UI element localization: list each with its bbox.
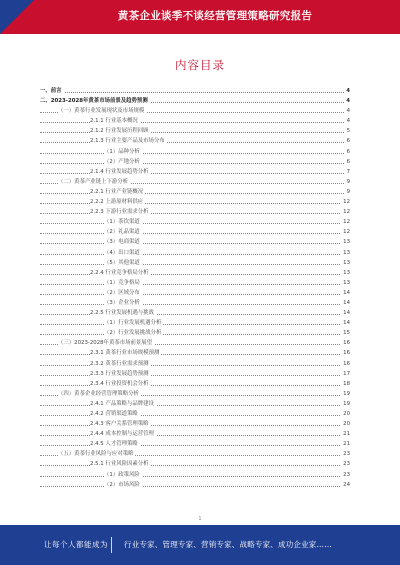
toc-title: 内容目录 <box>175 58 225 72</box>
toc-entry[interactable] <box>40 308 350 318</box>
toc-entry[interactable] <box>40 338 350 348</box>
toc-entry[interactable] <box>40 379 350 389</box>
toc-entry-page: 6 <box>346 138 350 145</box>
toc-entry-page: 17 <box>343 370 350 377</box>
toc-entry[interactable] <box>40 318 350 328</box>
table-of-contents <box>40 86 350 490</box>
toc-entry-label: （1）行业发展机遇分析 <box>104 320 162 327</box>
toc-leader-dots <box>40 284 346 285</box>
toc-entry-label: （一）黄茶行业发展现状及市场规模 <box>58 108 145 115</box>
toc-entry-label: 2.2.4 行业竞争格局分析 <box>90 269 149 276</box>
toc-entry-label: （2）产地分析 <box>104 158 140 165</box>
toc-entry-label: 2.1.4 行业发展趋势分析 <box>90 168 149 175</box>
footer-bar <box>0 525 400 565</box>
toc-entry-page: 13 <box>343 249 350 256</box>
toc-leader-dots <box>40 415 346 416</box>
toc-entry[interactable] <box>40 419 350 429</box>
toc-entry[interactable] <box>40 459 350 469</box>
toc-entry[interactable] <box>40 86 350 96</box>
page-number: 1 <box>198 516 202 522</box>
toc-entry-page: 16 <box>343 340 350 347</box>
toc-entry-label: 2.1.3 行业主要产品及市场分布 <box>90 138 165 145</box>
toc-entry-label: （1）茶饮渠道 <box>104 219 140 226</box>
footer-tagline: 行业专家、管理专家、营销专家、战略专家、成功企业家…… <box>124 540 332 549</box>
toc-entry[interactable] <box>40 227 350 237</box>
toc-leader-dots <box>40 243 346 244</box>
toc-entry-page: 13 <box>343 279 350 286</box>
toc-entry-page: 12 <box>343 209 350 216</box>
toc-entry-label: （3）企业分析 <box>104 299 140 306</box>
toc-entry-page: 4 <box>346 108 350 115</box>
toc-entry-label: （3）电商渠道 <box>104 239 140 246</box>
toc-entry-page: 23 <box>343 471 350 478</box>
toc-entry-page: 23 <box>343 461 350 468</box>
toc-entry-page: 14 <box>343 299 350 306</box>
toc-leader-dots <box>40 233 346 234</box>
toc-entry-page: 12 <box>343 219 350 226</box>
toc-entry-page: 19 <box>343 400 350 407</box>
toc-entry-label: （1）竞争格局 <box>104 279 140 286</box>
toc-entry-label: （1）政策风险 <box>104 471 140 478</box>
header-corner-decoration <box>0 0 34 34</box>
toc-leader-dots <box>40 435 346 436</box>
toc-entry[interactable] <box>40 409 350 419</box>
toc-leader-dots <box>40 274 346 275</box>
toc-leader-dots <box>40 304 346 305</box>
toc-leader-dots <box>40 294 346 295</box>
toc-entry-label: 2.2.5 行业发展机遇与挑战 <box>90 310 154 317</box>
toc-leader-dots <box>40 163 346 164</box>
toc-entry[interactable] <box>40 116 350 126</box>
toc-entry-label: （2）市场风险 <box>104 481 140 488</box>
footer-divider <box>111 537 112 553</box>
toc-entry-page: 21 <box>343 441 350 448</box>
toc-entry-page: 23 <box>343 451 350 458</box>
toc-leader-dots <box>40 334 346 335</box>
toc-leader-dots <box>40 142 346 143</box>
toc-entry[interactable] <box>40 449 350 459</box>
toc-entry-label: 2.3.1 黄茶行业市场规模预测 <box>90 350 160 357</box>
toc-entry-page: 4 <box>346 118 350 125</box>
toc-entry-label: 2.1.2 行业发展历程回顾 <box>90 128 149 135</box>
toc-leader-dots <box>40 264 346 265</box>
toc-entry[interactable] <box>40 147 350 157</box>
toc-entry[interactable] <box>40 207 350 217</box>
toc-entry[interactable] <box>40 237 350 247</box>
toc-entry-label: 2.3.2 黄茶行业需求预测 <box>90 360 149 367</box>
toc-entry-page: 6 <box>346 148 350 155</box>
toc-leader-dots <box>40 486 346 487</box>
toc-entry-page: 9 <box>346 178 350 185</box>
toc-entry-label: 2.2.2 上游原材料供应 <box>90 199 144 206</box>
toc-leader-dots <box>40 193 346 194</box>
toc-entry-page: 16 <box>343 350 350 357</box>
toc-entry-label: 2.2.3 下游行业需求分析 <box>90 209 149 216</box>
toc-entry-page: 15 <box>343 330 350 337</box>
toc-leader-dots <box>40 354 346 355</box>
toc-leader-dots <box>40 385 346 386</box>
toc-leader-dots <box>40 132 346 133</box>
toc-entry[interactable] <box>40 439 350 449</box>
toc-entry-label: （2）礼品渠道 <box>104 229 140 236</box>
toc-entry-page: 4 <box>346 98 350 105</box>
toc-leader-dots <box>40 203 346 204</box>
toc-entry[interactable] <box>40 217 350 227</box>
toc-entry-page: 24 <box>343 481 350 488</box>
toc-entry[interactable] <box>40 106 350 116</box>
toc-entry-label: （2）区域分布 <box>104 289 140 296</box>
toc-entry-page: 6 <box>346 158 350 165</box>
toc-leader-dots <box>40 375 346 376</box>
toc-entry-label: 2.4.5 人才管理策略 <box>90 441 138 448</box>
toc-entry-label: 2.3.4 行业投资机会分析 <box>90 380 149 387</box>
toc-leader-dots <box>40 314 346 315</box>
toc-entry-label: （1）品种分析 <box>104 148 140 155</box>
toc-entry-page: 20 <box>343 421 350 428</box>
toc-entry[interactable] <box>40 96 350 106</box>
report-title: 黄茶企业谈季不谈经营管理策略研究报告 <box>117 10 313 22</box>
toc-entry[interactable] <box>40 470 350 480</box>
toc-entry-label: 2.4.1 产品策略与品牌建设 <box>90 400 154 407</box>
toc-leader-dots <box>40 445 346 446</box>
toc-entry-page: 14 <box>343 310 350 317</box>
toc-entry[interactable] <box>40 136 350 146</box>
toc-entry-page: 13 <box>343 239 350 246</box>
toc-entry[interactable] <box>40 399 350 409</box>
toc-leader-dots <box>40 153 346 154</box>
toc-leader-dots <box>40 365 346 366</box>
toc-entry-page: 14 <box>343 320 350 327</box>
toc-entry-page: 9 <box>346 188 350 195</box>
footer-slogan: 让每个人都能成为 <box>44 540 108 549</box>
toc-entry-page: 19 <box>343 390 350 397</box>
report-header-bar <box>0 0 400 34</box>
toc-leader-dots <box>40 476 346 477</box>
toc-entry[interactable] <box>40 348 350 358</box>
toc-leader-dots <box>40 405 346 406</box>
toc-leader-dots <box>40 223 346 224</box>
toc-entry[interactable] <box>40 157 350 167</box>
toc-entry[interactable] <box>40 298 350 308</box>
toc-leader-dots <box>40 122 346 123</box>
toc-entry-label: 2.5.1 行业风险因素分析 <box>90 461 149 468</box>
toc-entry-page: 16 <box>343 360 350 367</box>
toc-leader-dots <box>40 173 346 174</box>
toc-entry-label: 二、2023-2028年黄茶市场前景及趋势预测 <box>40 98 148 105</box>
toc-entry-label: 一、前言 <box>40 88 62 94</box>
toc-entry[interactable] <box>40 177 350 187</box>
toc-entry-label: 2.3.3 行业发展趋势预测 <box>90 370 149 377</box>
toc-entry-page: 20 <box>343 411 350 417</box>
toc-leader-dots <box>40 324 346 325</box>
toc-entry[interactable] <box>40 258 350 268</box>
toc-entry-page: 21 <box>343 431 350 438</box>
toc-entry-page: 13 <box>343 269 350 276</box>
toc-entry-page: 12 <box>343 229 350 236</box>
toc-entry-label: （五）黄茶行业风险与应对策略 <box>58 451 134 458</box>
toc-entry-page: 18 <box>343 380 350 387</box>
toc-entry[interactable] <box>40 187 350 197</box>
toc-entry-page: 4 <box>346 88 350 94</box>
toc-entry-page: 12 <box>343 199 350 206</box>
toc-entry-label: 2.4.3 客户关系管理策略 <box>90 421 149 428</box>
toc-entry[interactable] <box>40 126 350 136</box>
toc-entry-label: （2）行业发展挑战分析 <box>104 330 162 337</box>
toc-entry[interactable] <box>40 328 350 338</box>
toc-entry-page: 7 <box>346 168 350 175</box>
toc-entry[interactable] <box>40 359 350 369</box>
toc-entry[interactable] <box>40 268 350 278</box>
toc-entry[interactable] <box>40 197 350 207</box>
toc-leader-dots <box>40 92 346 93</box>
toc-entry[interactable] <box>40 389 350 399</box>
toc-entry[interactable] <box>40 429 350 439</box>
toc-leader-dots <box>40 213 346 214</box>
toc-leader-dots <box>40 465 346 466</box>
toc-entry-label: （二）黄茶产业链上下游分析 <box>58 178 129 185</box>
toc-entry-label: 2.4.2 营销渠道策略 <box>90 411 138 417</box>
toc-leader-dots <box>40 425 346 426</box>
toc-entry-page: 13 <box>343 259 350 266</box>
toc-entry-label: （5）其他渠道 <box>104 259 140 266</box>
toc-entry[interactable] <box>40 480 350 490</box>
toc-entry-label: 2.2.1 行业产业链概况 <box>90 188 144 195</box>
toc-entry[interactable] <box>40 369 350 379</box>
toc-entry[interactable] <box>40 248 350 258</box>
toc-entry-label: （三）2023-2028年黄茶市场前景展望 <box>58 340 153 347</box>
toc-entry-label: 2.4.4 成本控制与运营管理 <box>90 431 154 438</box>
toc-entry-label: （4）出口渠道 <box>104 249 140 256</box>
toc-entry-label: （四）黄茶企业经营管理策略分析 <box>58 390 139 397</box>
toc-entry[interactable] <box>40 278 350 288</box>
toc-leader-dots <box>40 254 346 255</box>
toc-entry[interactable] <box>40 288 350 298</box>
toc-entry[interactable] <box>40 167 350 177</box>
toc-entry-label: 2.1.1 行业基本概况 <box>90 118 138 125</box>
toc-entry-page: 5 <box>346 128 350 135</box>
toc-entry-page: 14 <box>343 289 350 296</box>
